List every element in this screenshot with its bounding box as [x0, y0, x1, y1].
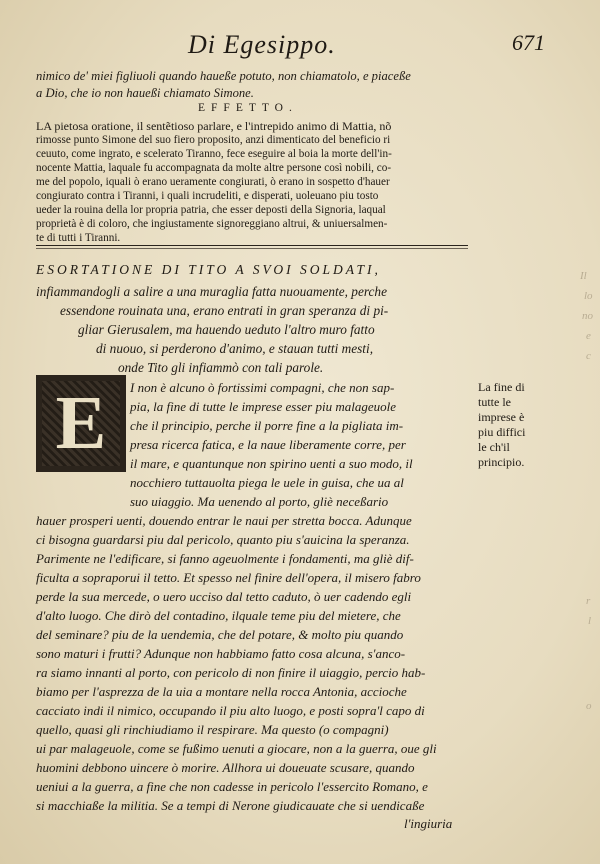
body-line: ci bisogna guardarsi piu dal pericolo, quanto piu s'auicina la speranza. [36, 532, 410, 547]
body-line: che il principio, perche il porre fine a la pigliata im- [130, 418, 404, 433]
effetto-line: ceuuto, come ingrato, e scelerato Tiranno, fece eseguire al boia la morte dell'in- [36, 148, 392, 160]
body-line: quello, quasi gli rinchiudiamo il respirare. Ma questo (o compagni) [36, 722, 389, 737]
margin-note-line: le ch'il [478, 440, 510, 454]
bleed-through-mark: c [586, 350, 591, 362]
bleed-through-mark: o [586, 700, 592, 712]
body-line: perde la sua mercede, o uero ucciso dal tetto caduto, ò uer cadendo egli [36, 589, 412, 604]
effetto-line: ueder la rouina della lor propria patria, che esser deposti della Signoria, laqual [36, 204, 386, 216]
bleed-through-mark: l [588, 615, 592, 627]
margin-note-line: La fine di [478, 380, 525, 394]
body-line: del seminare? piu de la uendemia, che del potare, & molto piu quando [36, 627, 404, 642]
body-line: huomini debbono uincere ò morire. Allhora ui doueuate scusare, quando [36, 760, 415, 775]
running-head: Di Egesippo. [188, 30, 336, 59]
body-line: hauer prosperi uenti, douendo entrar le naui per stretta bocca. Adunque [36, 513, 412, 528]
body-line: ficulta a sopraporui il tetto. Et spesso nel finire dell'opera, il misero fabro [36, 570, 421, 585]
intro-line: nimico de' miei figliuoli quando haueße potuto, non chiamatolo, e piaceße [36, 69, 411, 83]
margin-note-line: principio. [478, 455, 525, 469]
effetto-line: me del popolo, iquali ò erano ueramente congiurati, ò erano in sospetto d'hauer [36, 176, 390, 188]
chapter-summary-line: di nuouo, si perderono d'animo, e stauan tutti mesti, [96, 341, 374, 356]
body-line: il mare, e quantunque non spirino uenti a suo modo, il [130, 456, 413, 471]
page-number: 671 [512, 30, 545, 55]
bleed-through-mark: no [582, 310, 593, 322]
section-rule [36, 248, 468, 249]
body-line: ui par malageuole, come se fußimo uenuti a giocare, non a la guerra, oue gli [36, 741, 437, 756]
body-line: sono maturi i frutti? Adunque non habbiamo fatto cosa alcuna, s'anco- [36, 646, 406, 661]
body-line: ueniui a la guerra, a fine che non cadesse in pericolo l'essercito Romano, e [36, 779, 428, 794]
body-line: cacciato indi il nimico, occupando il piu alto luogo, e posti sopra'l capo di [36, 703, 425, 718]
effetto-line: proprietà è di coloro, che ingiustamente signoreggiano altrui, & uniuersalmen- [36, 218, 388, 230]
margin-note-line: imprese è [478, 410, 525, 424]
initial-letter: E [55, 381, 107, 465]
bleed-through-mark: Il [580, 270, 587, 282]
bleed-through-mark: lo [584, 290, 593, 302]
effetto-line: te di tutti i Tiranni. [36, 232, 121, 244]
catchword: l'ingiuria [404, 816, 453, 831]
body-line: Parimente ne l'edificare, si fanno ageuolmente i fondamenti, ma gliè dif- [36, 551, 414, 566]
effetto-line: nocente Mattia, laquale fu accompagnata da molte altre persone così nobili, co- [36, 162, 392, 174]
decorated-initial [36, 375, 126, 472]
body-line: biamo per l'asprezza de la uia a montare nella rocca Antonia, accioche [36, 684, 407, 699]
margin-note [478, 380, 558, 470]
body-line: pia, la fine di tutte le imprese esser piu malageuole [130, 399, 396, 414]
effetto-line: congiurato contra i Tiranni, i quali incrudeliti, e disperati, uoleuano piu tosto [36, 190, 379, 202]
body-line: suo uiaggio. Ma uenendo al porto, gliè neceßario [130, 494, 389, 509]
chapter-summary-line: infiammandogli a salire a una muraglia fatta nuouamente, perche [36, 284, 387, 299]
intro-line: a Dio, che io non haueßi chiamato Simone. [36, 86, 254, 100]
body-line: nocchiero tuttauolta piega le uele in guisa, che ua al [130, 475, 404, 490]
bleed-through-mark: e [586, 330, 591, 342]
margin-note-line: tutte le [478, 395, 511, 409]
effetto-line: rimosse punto Simone del suo fiero proposito, anzi dimenticato del beneficio ri [36, 134, 391, 146]
chapter-summary-line: gliar Gierusalem, ma hauendo ueduto l'altro muro fatto [78, 322, 375, 337]
bleed-through-mark: r [586, 595, 591, 607]
body-line: I non è alcuno ò fortissimi compagni, che non sap- [130, 380, 395, 395]
margin-note-line: piu diffici [478, 425, 526, 439]
body-line: si macchiaße la militia. Se a tempi di Nerone giudicauate che si uendicaße [36, 798, 425, 813]
chapter-heading: ESORTATIONE DI TITO A SVOI SOLDATI, [36, 262, 381, 277]
section-heading: EFFETTO. [198, 102, 298, 114]
chapter-summary-line: onde Tito gli infiammò con tali parole. [118, 360, 324, 375]
body-line: presa ricerca fatica, e la naue liberamente corre, per [130, 437, 406, 452]
section-rule [36, 245, 468, 246]
chapter-summary-line: essendone rouinata una, erano entrati in gran speranza di pi- [60, 303, 389, 318]
body-line: ra siamo innanti al porto, con pericolo di non finire il uiaggio, percio hab- [36, 665, 426, 680]
body-line: d'alto luogo. Che dirò del contadino, ilquale teme piu del mietere, che [36, 608, 401, 623]
effetto-line: LA pietosa oratione, il sentẽtioso parlare, e l'intrepido animo di Mattia, nõ [36, 119, 392, 133]
